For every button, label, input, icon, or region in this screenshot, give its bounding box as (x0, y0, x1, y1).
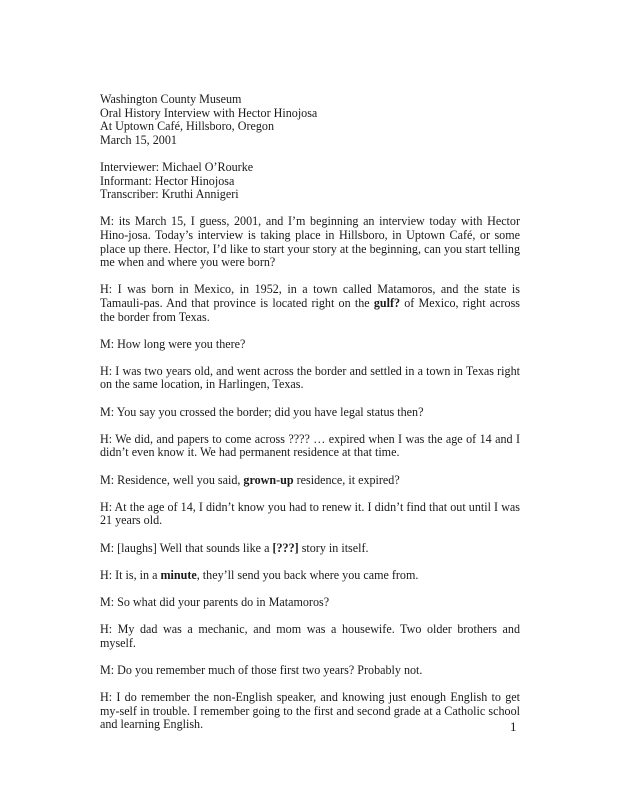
transcript-paragraph (100, 338, 520, 352)
transcript-text: H: At the age of 14, I didn’t know you had to renew it. I didn’t find that out until I was 21 years old. (100, 499, 520, 528)
transcript-paragraph (100, 664, 520, 678)
document-header (100, 93, 520, 147)
transcript (100, 202, 520, 732)
transcript-text: M: You say you crossed the border; did you have legal status then? (100, 404, 424, 419)
transcript-text: H: I do remember the non-English speaker, and knowing just enough English to get my-self in trouble. I remember going to the first and second grade at a Catholic school and learning English. (100, 690, 520, 732)
interview-date: March 15, 2001 (100, 132, 177, 147)
bold-uncertain-word: gulf? (373, 295, 401, 310)
transcript-text: M: its March 15, I guess, 2001, and I’m beginning an interview today with Hector Hino-josa. Today’s interview is taking place in Hillsboro, in Uptown Café, or some place up there. Hector, I’d like to start your story at the beginning, can you start telling me when and where you were born? (100, 214, 520, 270)
transcript-text: story in itself. (298, 540, 369, 555)
transcript-text: , they’ll send you back where you came from. (196, 567, 419, 582)
transcript-text: H: I was born in Mexico, in 1952, in a town called Matamoros, and the state is Tamauli-pas. And that province is located right on the (100, 282, 520, 310)
transcript-paragraph (100, 406, 520, 420)
transcriber: Transcriber: Kruthi Annigeri (100, 187, 239, 202)
interview-title: Oral History Interview with Hector Hinojosa (100, 105, 318, 120)
transcript-paragraph (100, 215, 520, 269)
museum-name: Washington County Museum (100, 92, 242, 106)
transcript-paragraph (100, 365, 520, 392)
transcript-paragraph (100, 542, 520, 556)
transcript-paragraph (100, 596, 520, 610)
transcript-text: H: We did, and papers to come across ???? … expired when I was the age of 14 and I didn’t even know it. We had permanent residence at that time. (100, 431, 520, 460)
transcript-paragraph (100, 474, 520, 488)
transcript-text: M: [laughs] Well that sounds like a (100, 540, 273, 555)
transcript-text: M: So what did your parents do in Matamoros? (100, 594, 330, 609)
transcript-text: H: I was two years old, and went across the border and settled in a town in Texas right on the same location, in Harlingen, Texas. (100, 363, 520, 392)
document-page (100, 93, 520, 732)
transcript-text: H: It is, in a (100, 567, 161, 582)
page-number: 1 (510, 719, 517, 734)
transcript-paragraph (100, 569, 520, 583)
bold-uncertain-word: minute (160, 567, 197, 582)
transcript-text: M: Do you remember much of those first two years? Probably not. (100, 662, 423, 677)
interview-location: At Uptown Café, Hillsboro, Oregon (100, 119, 274, 134)
transcript-paragraph (100, 623, 520, 650)
transcript-text: M: How long were you there? (100, 336, 246, 351)
transcript-text: M: Residence, well you said, (100, 472, 244, 487)
informant: Informant: Hector Hinojosa (100, 173, 235, 188)
transcript-text: H: My dad was a mechanic, and mom was a housewife. Two older brothers and myself. (100, 622, 520, 650)
interviewer: Interviewer: Michael O’Rourke (100, 159, 254, 174)
transcript-text: of Mexico, right across the border from Texas. (100, 295, 520, 324)
bold-uncertain-word: grown-up (243, 472, 294, 487)
transcript-paragraph (100, 283, 520, 324)
transcript-paragraph (100, 691, 520, 732)
transcript-text: residence, it expired? (293, 472, 400, 487)
bold-uncertain-word: [???] (272, 540, 299, 555)
transcript-paragraph (100, 501, 520, 528)
credits (100, 161, 520, 202)
transcript-paragraph (100, 433, 520, 460)
